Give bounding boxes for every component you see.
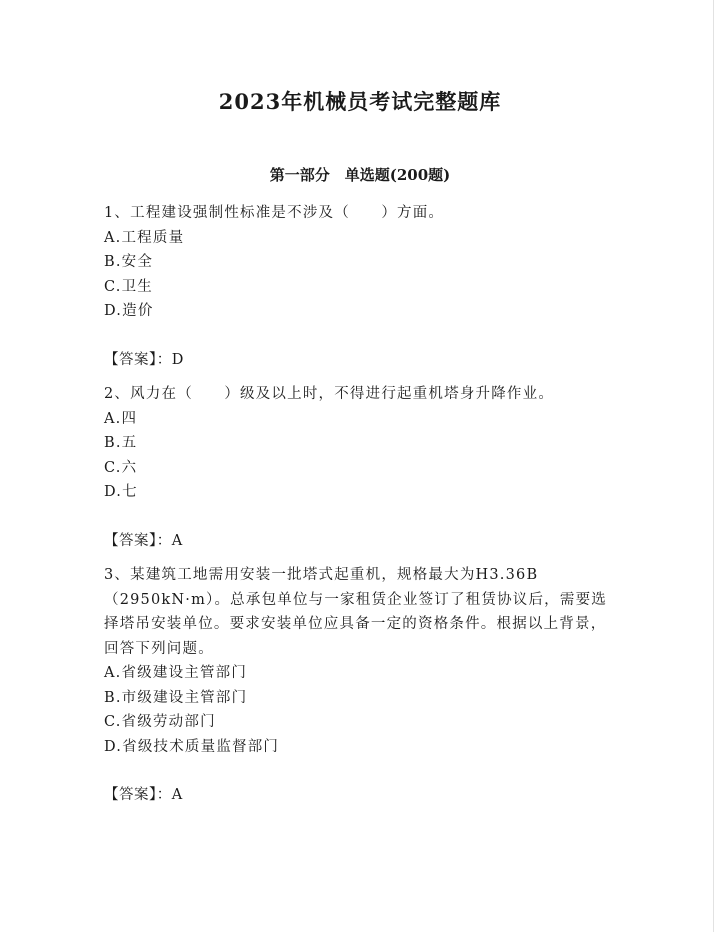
answer-value: A bbox=[171, 532, 184, 549]
section-heading: 第一部分 单选题(200题) bbox=[269, 166, 451, 184]
option-b: B.安全 bbox=[104, 254, 154, 270]
option-d: D.省级技术质量监督部门 bbox=[104, 738, 280, 755]
answer-label: 【答案】： bbox=[104, 787, 172, 803]
page-edge-line bbox=[713, 0, 714, 932]
question-block bbox=[104, 563, 614, 808]
option-c: C.卫生 bbox=[104, 278, 153, 295]
answer-line bbox=[104, 529, 614, 554]
option-c: C.省级劳动部门 bbox=[104, 714, 216, 730]
page-title: 2023年机械员考试完整题库 bbox=[218, 89, 502, 114]
option-a: A.四 bbox=[104, 410, 138, 427]
option-b: B.市级建设主管部门 bbox=[104, 689, 248, 706]
answer-value: A bbox=[171, 787, 184, 803]
answer-label: 【答案】： bbox=[104, 351, 172, 368]
question-stem: 2、风力在（ ）级及以上时，不得进行起重机塔身升降作业。 bbox=[104, 386, 555, 402]
option-a: A.工程质量 bbox=[104, 229, 185, 246]
option-d: D.造价 bbox=[104, 303, 154, 319]
option-a: A.省级建设主管部门 bbox=[104, 665, 248, 681]
answer-line bbox=[104, 783, 614, 808]
option-d: D.七 bbox=[104, 484, 138, 500]
question-block bbox=[104, 201, 614, 372]
option-c: C.六 bbox=[104, 459, 138, 476]
answer-value: D bbox=[171, 351, 185, 368]
question-block bbox=[104, 382, 614, 553]
question-stem: 1、工程建设强制性标准是不涉及（ ）方面。 bbox=[104, 205, 445, 221]
question-list bbox=[104, 201, 614, 818]
question-stem: 3、某建筑工地需用安装一批塔式起重机，规格最大为H3.36B（2950kN·m）。总承包单位与一家租赁企业签订了租赁协议后，需要选择塔吊安装单位。要求安装单位应具备一定的资格条件。根据以上背景，回答下列问题。 bbox=[104, 567, 607, 657]
answer-line bbox=[104, 348, 614, 373]
answer-label: 【答案】： bbox=[104, 532, 172, 549]
option-b: B.五 bbox=[104, 435, 138, 451]
